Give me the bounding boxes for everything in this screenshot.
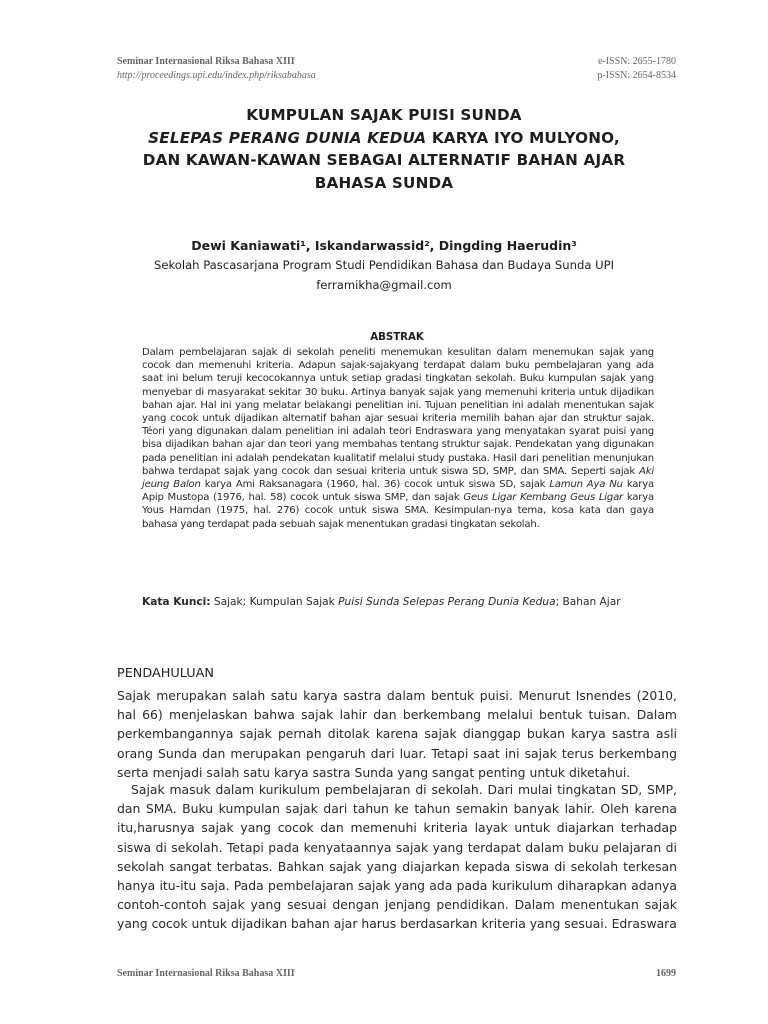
paragraph-2 bbox=[117, 780, 677, 934]
footer-journal: Seminar Internasional Riksa Bahasa XIII bbox=[117, 968, 295, 979]
affiliation: Sekolah Pascasarjana Program Studi Pendidikan Bahasa dan Budaya Sunda UPI bbox=[153, 258, 615, 272]
pissn: p-ISSN: 2654-8534 bbox=[597, 70, 676, 81]
abstract-italic-3: Geus Ligar Kembang Geus Ligar bbox=[463, 492, 624, 504]
section-heading: PENDAHULUAN bbox=[117, 666, 214, 681]
paragraph-2-text: Sajak masuk dalam kurikulum pembelajaran di sekolah. Dari mulai tingkatan SD, SMP, dan SMA. Buku kumpulan sajak dari tahun ke tahun semakin banyak lahir. Oleh karena itu,harusnya sajak yang cocok dan memenuhi kriteria layak untuk diajarkan terhadap siswa di sekolah. Tetapi pada kenyataannya sajak yang terdapat dalam buku pelajaran di sekolah sangat terbatas. Bahkan sajak yang diajarkan kepada siswa di sekolah terkesan hanya itu-itu saja. Pada pembelajaran sajak yang ada pada kurikulum diharapkan adanya contoh-contoh sajak yang sesuai dengan jenjang pendidikan. Dalam menentukan sajak yang cocok untuk dijadikan bahan ajar harus berdasarkan kriteria yang sesuai. Edraswara bbox=[117, 782, 677, 932]
title-line-2 bbox=[100, 127, 668, 150]
journal-url[interactable]: http://proceedings.upi.edu/index.php/riksabahasa bbox=[117, 70, 316, 81]
abstract-text-4: karya Yous Hamdan (1975, hal. 276) cocok untuk siswa SMA. Kesimpulan-nya tema, kosa kata dan gaya bahasa yang terdapat pada sebuah sajak menentukan gradasi tingkatan sekolah. bbox=[142, 492, 654, 530]
paper-title bbox=[100, 104, 668, 194]
abstract-text-2: karya Ami Raksanagara (1960, hal. 36) cocok untuk siswa SD, sajak bbox=[200, 479, 550, 491]
abstract-heading: ABSTRAK bbox=[370, 332, 424, 343]
keywords bbox=[142, 596, 672, 608]
abstract-italic-2: Lamun Aya Nu bbox=[549, 479, 623, 491]
title-line-2-rest: KARYA IYO MULYONO, bbox=[426, 128, 620, 147]
title-line-4: BAHASA SUNDA bbox=[314, 173, 454, 192]
keywords-2: ; Bahan Ajar bbox=[555, 596, 621, 608]
abstract-text-3: karya Apip Mustopa (1976, hal. 58) cocok untuk siswa SMP, dan sajak bbox=[142, 479, 655, 504]
journal-name: Seminar Internasional Riksa Bahasa XIII bbox=[117, 56, 295, 67]
title-italic: SELEPAS PERANG DUNIA KEDUA bbox=[148, 128, 427, 147]
running-header-right bbox=[476, 55, 676, 83]
page-number: 1699 bbox=[656, 968, 676, 979]
abstract-italic-1: Aki jeung Balon bbox=[142, 465, 654, 491]
abstract-text-1: Dalam pembelajaran sajak di sekolah peneliti menemukan kesulitan dalam menemukan sajak yang cocok dan memenuhi kriteria. Adapun sajak-sajakyang terdapat dalam buku pembelajaran yang ada saat ini belum teruji kecocokannya untuk setiap gradasi tingkatan sekolah. Buku kumpulan sajak yang menyebar di masyarakat sekitar 30 buku. Artinya banyak sajak yang memenuhi kriteria untuk dijadikan bahan ajar. Hal ini yang melatar belakangi penelitian ini. Tujuan penelitian ini adalah menentukan sajak yang cocok untuk dijadikan alternatif bahan ajar sesuai kriteria memilih bahan ajar dan struktur sajak. Téori yang digunakan dalam penelitian ini adalah teori Endraswara yang menyatakan syarat puisi yang bisa dijadikan bahan ajar dan teori yang membahas tentang struktur sajak. Pendekatan yang digunakan pada penelitian ini adalah pendekatan kualitatif melalui study pustaka. Hasil dari penelitian menunjukan bahwa terdapat sajak yang cocok dan sesuai kriteria untuk siswa SD, SMP, dan SMA. Seperti sajak bbox=[142, 347, 654, 477]
running-header-left bbox=[117, 55, 417, 83]
keywords-1: Sajak; Kumpulan Sajak bbox=[210, 596, 339, 608]
abstract-body bbox=[142, 346, 654, 531]
keywords-label: Kata Kunci: bbox=[142, 596, 211, 608]
eissn: e-ISSN: 2655-1780 bbox=[597, 56, 676, 67]
title-line-3: DAN KAWAN-KAWAN SEBAGAI ALTERNATIF BAHAN AJAR bbox=[142, 151, 626, 169]
authors: Dewi Kaniawati¹, Iskandarwassid², Dingding Haerudin³ bbox=[191, 238, 577, 253]
paragraph-1: Sajak merupakan salah satu karya sastra dalam bentuk puisi. Menurut Isnendes (2010, hal 66) menjelaskan bahwa sajak lahir dan berkembang melalui bentuk tuisan. Dalam perkembangannya sajak pernah ditolak karena sajak dianggap bukan karya sastra asli orang Sunda dan merupakan pengaruh dari luar. Tetapi saat ini sajak terus berkembang serta menjadi salah satu karya sastra Sunda yang sangat penting untuk diketahui. bbox=[117, 688, 677, 780]
keywords-italic: Puisi Sunda Selepas Perang Dunia Kedua bbox=[338, 596, 556, 608]
author-email[interactable]: ferramikha@gmail.com bbox=[316, 278, 452, 292]
title-line-1: KUMPULAN SAJAK PUISI SUNDA bbox=[246, 106, 522, 124]
